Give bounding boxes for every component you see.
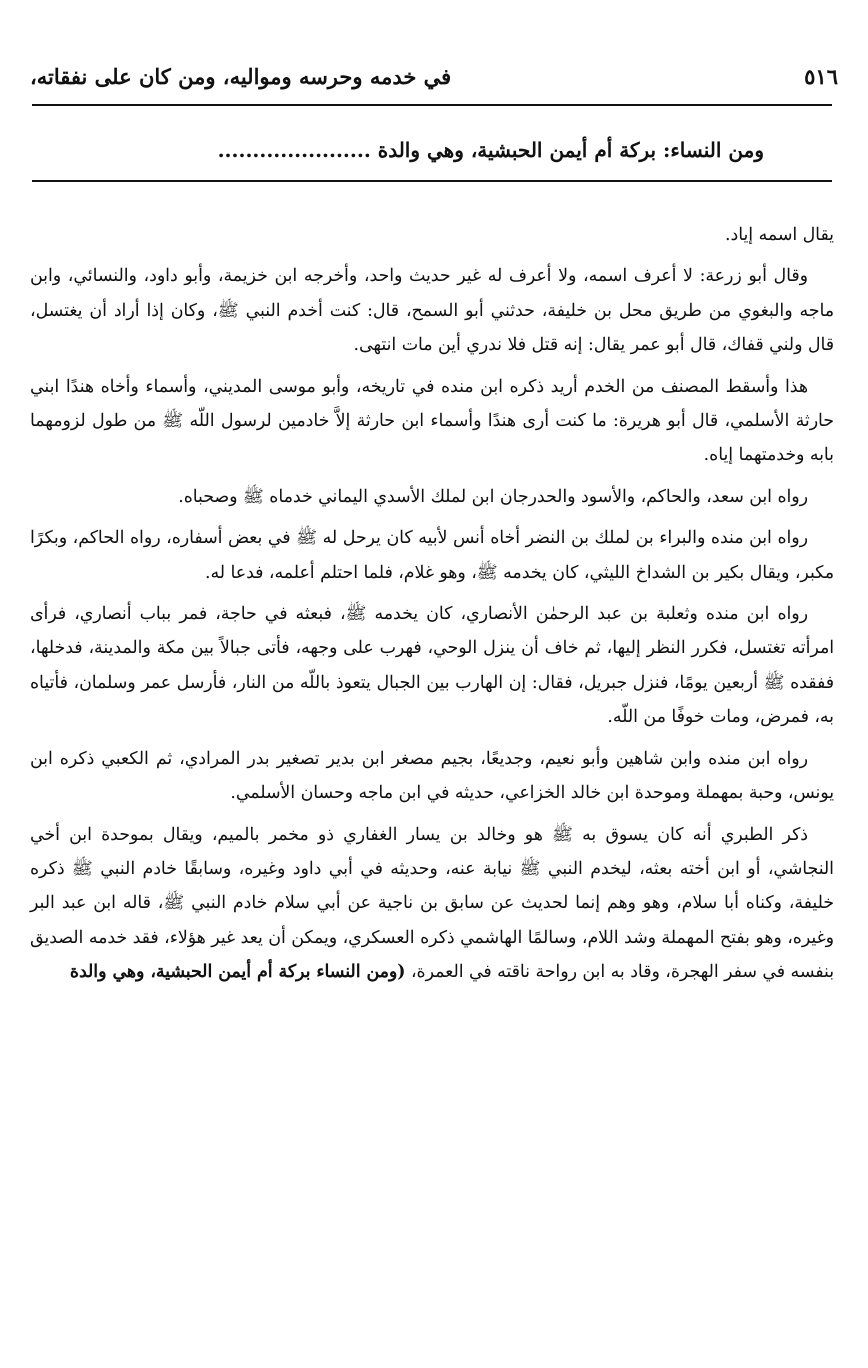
running-title: في خدمه وحرسه ومواليه، ومن كان على نفقاته، — [30, 63, 452, 89]
commentary-body — [30, 218, 834, 997]
paragraph-text: ذكر الطبري أنه كان يسوق به ﷺ هو وخالد بن يسار الغفاري ذو مخمر بالميم، ويقال بموحدة ابن أخي النجاشي، أو ابن أخته بعثه، ليخدم النبي ﷺ نيابة عنه، وحديثه في أبي داود وغيره، وسابقًا خادم النبي ﷺ ذكره خليفة، وكناه أبا سلام، وهو وهم إنما لحديث عن سابق بن ناجية عن أبي سلام خادم النبي ﷺ، قاله ابن عبد البر وغيره، وهو بفتح المهملة وشد اللام، وسالمًا الهاشمي ذكره العسكري، ويمكن أن يعد غير هؤلاء، فقد خدمه الصديق بنفسه في سفر الهجرة، وقاد به ابن رواحة ناقته في العمرة، — [30, 824, 834, 983]
paragraph: رواه ابن منده وثعلبة بن عبد الرحمٰن الأنصاري، كان يخدمه ﷺ، فبعثه في حاجة، فمر بباب أنصاري، فرأى امرأته تغتسل، فكرر النظر إليها، ثم خاف أن ينزل الوحي، فهرب على وجهه، فأتى جبالاً بين مكة والمدينة، فدخلها، ففقده ﷺ أربعين يومًا، فنزل جبريل، فقال: إن الهارب بين الجبال يتعوذ باللّه من النار، فأرسل عمر وسلمان، فأتياه به، فمرض، ومات خوفًا من اللّه. — [30, 604, 834, 728]
paragraph: هذا وأسقط المصنف من الخدم أريد ذكره ابن منده في تاريخه، وأبو موسى المديني، وأسماء وأخاه هندًا ابني حارثة الأسلمي، قال أبو هريرة: ما كنت أرى هندًا وأسماء ابن حارثة إلاَّ خادمين لرسول اللّه ﷺ من طول لزومهما بابه وخدمتهما إياه. — [30, 376, 834, 466]
paragraph-last — [30, 818, 834, 990]
header-rule — [32, 104, 832, 106]
page-header — [30, 52, 838, 100]
page-number: ٥١٦ — [804, 63, 838, 89]
matn-rule — [32, 180, 832, 182]
matn-quote-highlight: (ومن النساء بركة أم أيمن الحبشية، وهي والدة — [69, 962, 406, 983]
paragraph: رواه ابن منده وابن شاهين وأبو نعيم، وجديعًا، بجيم مصغر ابن بدير تصغير بدر المرادي، ثم الكعبي ذكره ابن يونس، وحبة بمهملة وموحدة ابن خالد الخزاعي، حديثه في ابن ماجه وحسان الأسلمي. — [30, 748, 834, 804]
matn-text: ومن النساء: بركة أم أيمن الحبشية، وهي والدة ...................... — [217, 138, 764, 162]
paragraph: رواه ابن منده والبراء بن لملك بن النضر أخاه أنس لأبيه كان يرحل له ﷺ في بعض أسفاره، رواه الحاكم، وبكرًا مكبر، ويقال بكير بن الشداخ الليثي، كان يخدمه ﷺ، وهو غلام، فلما احتلم أعلمه، فدعا له. — [30, 528, 834, 583]
paragraph: رواه ابن سعد، والحاكم، والأسود والحدرجان ابن لملك الأسدي اليماني خدماه ﷺ وصحباه. — [178, 486, 808, 507]
paragraph: يقال اسمه إياد. — [725, 225, 834, 245]
paragraph: وقال أبو زرعة: لا أعرف اسمه، ولا أعرف له غير حديث واحد، وأخرجه ابن خزيمة، وأبو داود، والنسائي، وابن ماجه والبغوي من طريق محل بن خليفة، حدثني أبو السمح، قال: كنت أخدم النبي ﷺ، وكان إذا أراد أن يغتسل، قال ولني قفاك، قال أبو عمر يقال: إنه قتل فلا ندري أين مات انتهى. — [30, 266, 834, 356]
